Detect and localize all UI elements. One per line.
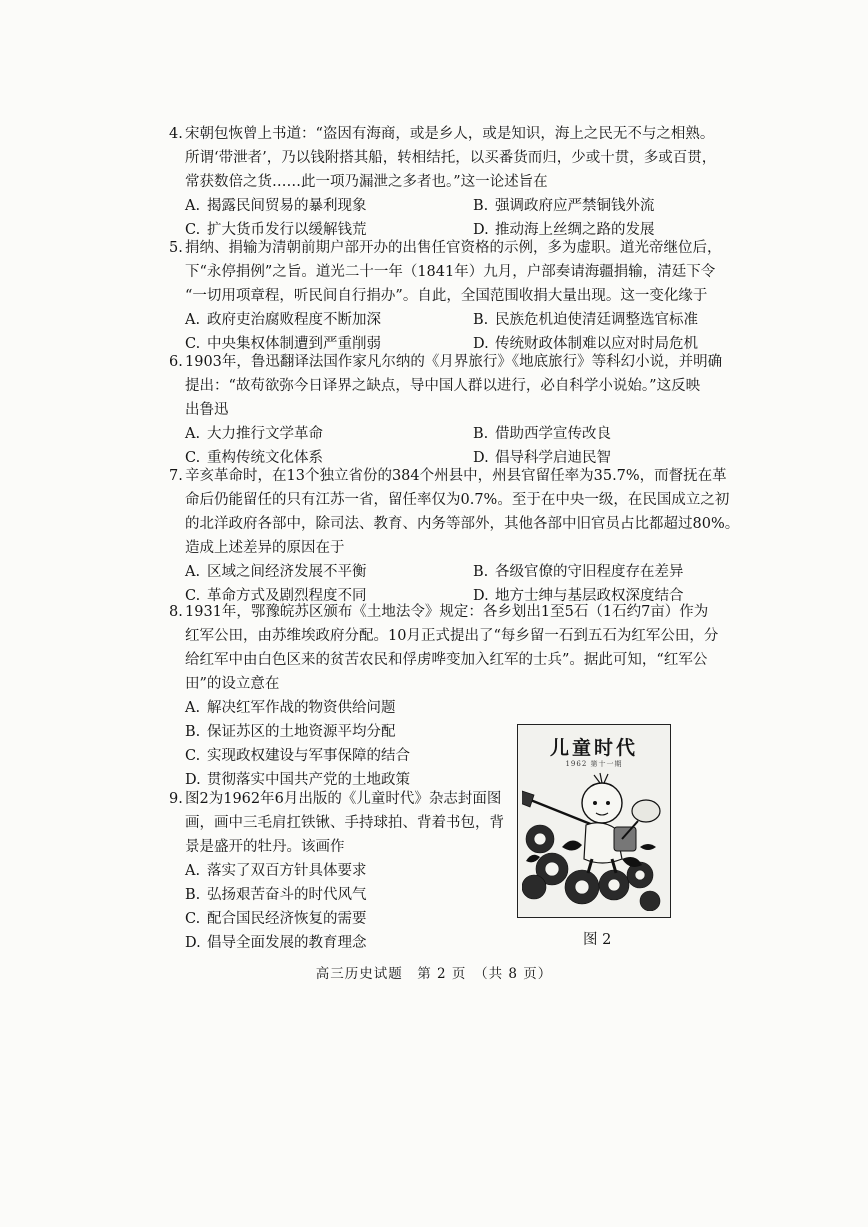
option-c[interactable]: C. 配合国民经济恢复的需要 xyxy=(185,911,367,927)
option-a[interactable]: A. 政府吏治腐败程度不断加深 xyxy=(185,312,381,328)
option-a[interactable]: A. 解决红军作战的物资供给问题 xyxy=(185,700,396,716)
option-d[interactable]: D. 推动海上丝绸之路的发展 xyxy=(473,222,655,238)
option-c[interactable]: C. 革命方式及剧烈程度不同 xyxy=(185,588,367,604)
page-footer: 高三历史试题 第 2 页 （共 8 页） xyxy=(315,966,553,982)
question-number: 7. xyxy=(169,468,183,484)
question-7 xyxy=(169,464,740,608)
option-d[interactable]: D. 贯彻落实中国共产党的土地政策 xyxy=(185,772,410,788)
option-c[interactable]: C. 实现政权建设与军事保障的结合 xyxy=(185,748,410,764)
question-stem: 4. 宋朝包恢曾上书道：“盗因有海商，或是乡人，或是知识，海上之民无不与之相熟。 所谓‘带泄者’，乃以钱附搭其船，转相结托，以买番货而归，少或十贯，多或百贯， 常获数倍之货……此一项乃漏泄之多者也。”这一论述旨在 xyxy=(169,122,714,194)
option-b[interactable]: B. 强调政府应严禁铜钱外流 xyxy=(473,198,655,214)
cover-title: 儿童时代 xyxy=(549,737,638,759)
option-d[interactable]: D. 倡导科学启迪民智 xyxy=(473,450,611,466)
option-c[interactable]: C. 中央集权体制遭到严重削弱 xyxy=(185,336,381,352)
option-a[interactable]: A. 区域之间经济发展不平衡 xyxy=(185,564,367,580)
question-4 xyxy=(169,122,717,242)
option-d[interactable]: D. 传统财政体制难以应对时局危机 xyxy=(473,336,698,352)
question-6 xyxy=(169,350,723,470)
figure-caption: 图 2 xyxy=(583,932,612,948)
option-a[interactable]: A. 揭露民间贸易的暴利现象 xyxy=(185,198,367,214)
question-stem: 5. 捐纳、捐输为清朝前期户部开办的出售任官资格的示例，多为虚职。道光帝继位后， 下“永停捐例”之旨。道光二十一年（1841年）九月，户部奏请海疆捐输，清廷下令 “一切用项章程，听民间自行捐办”。自此，全国范围收捐大量出现。这一变化缘于 xyxy=(169,236,714,308)
option-b[interactable]: B. 弘扬艰苦奋斗的时代风气 xyxy=(185,887,367,903)
option-b[interactable]: B. 各级官僚的守旧程度存在差异 xyxy=(473,564,684,580)
question-stem: 6. 1903年，鲁迅翻译法国作家凡尔纳的《月界旅行》《地底旅行》等科幻小说，并明确 提出：“故苟欲弥今日译界之缺点，导中国人群以进行，必自科学小说始。”这反映 出鲁迅 xyxy=(169,350,714,422)
question-stem: 7. 辛亥革命时，在13个独立省份的384个州县中，州县官留任率为35.7%，而督抚在革 命后仍能留任的只有江苏一省，留任率仅为0.7%。至于在中央一级，在民国成立之初 的北洋政府各部中，除司法、教育、内务等部外，其他各部中旧官员占比都超过80%。 造成上述差异的原因在于 xyxy=(169,464,714,560)
magazine-cover-figure xyxy=(517,724,671,918)
question-9 xyxy=(169,787,504,955)
options xyxy=(169,422,714,470)
question-number: 6. xyxy=(169,354,183,370)
question-5 xyxy=(169,236,722,356)
cover-subtitle: 1962 第十一期 xyxy=(565,760,623,768)
sanmao-illustration xyxy=(522,769,666,911)
options xyxy=(169,194,714,242)
options xyxy=(169,308,714,356)
option-d[interactable]: D. 地方士绅与基层政权深度结合 xyxy=(473,588,684,604)
question-stem: 9. 图2为1962年6月出版的《儿童时代》杂志封面图 画，画中三毛肩扛铁锹、手持球拍、背着书包，背 景是盛开的牡丹。该画作 xyxy=(169,787,499,859)
question-number: 9. xyxy=(169,791,183,807)
option-b[interactable]: B. 保证苏区的土地资源平均分配 xyxy=(185,724,396,740)
option-b[interactable]: B. 民族危机迫使清廷调整选官标准 xyxy=(473,312,698,328)
option-a[interactable]: A. 大力推行文学革命 xyxy=(185,426,323,442)
option-a[interactable]: A. 落实了双百方针具体要求 xyxy=(185,863,367,879)
question-number: 5. xyxy=(169,240,183,256)
options xyxy=(169,859,499,955)
option-c[interactable]: C. 扩大货币发行以缓解钱荒 xyxy=(185,222,367,238)
question-number: 4. xyxy=(169,126,183,142)
option-b[interactable]: B. 借助西学宣传改良 xyxy=(473,426,611,442)
option-d[interactable]: D. 倡导全面发展的教育理念 xyxy=(185,935,367,951)
option-c[interactable]: C. 重构传统文化体系 xyxy=(185,450,323,466)
question-stem: 8. 1931年，鄂豫皖苏区颁布《土地法令》规定：各乡划出1至5石（1石约7亩）作为 红军公田，由苏维埃政府分配。10月正式提出了“每乡留一石到五石为红军公田，分 给红军中由白色区来的贫苦农民和俘虏哗变加入红军的士兵”。据此可知，“红军公 田”的设立意在 xyxy=(169,600,714,696)
question-number: 8. xyxy=(169,604,183,620)
